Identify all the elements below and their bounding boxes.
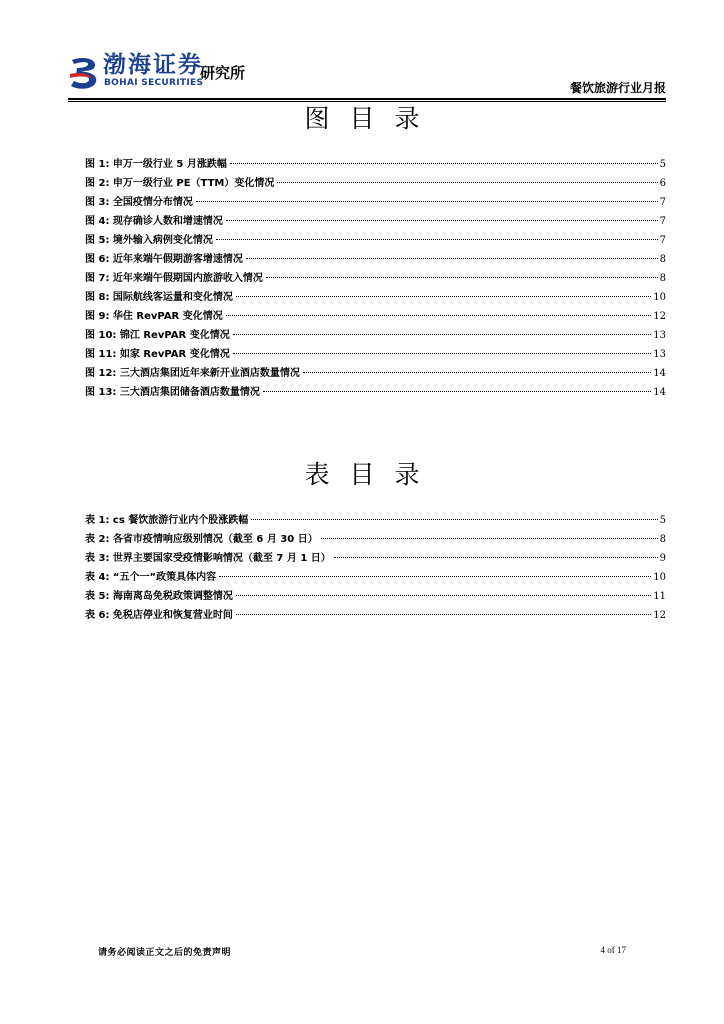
toc-entry-label: 表 4: “五个一”政策具体内容 — [85, 572, 217, 583]
toc-entry-page: 10 — [653, 292, 666, 303]
toc-entry-page: 6 — [659, 178, 666, 189]
logo-chinese-name: 渤海证券 — [103, 51, 203, 78]
toc-entry-page: 9 — [659, 553, 666, 564]
toc-dot-leader — [236, 614, 651, 615]
toc-entry-label: 图 4: 现存确诊人数和增速情况 — [85, 216, 223, 227]
toc-entry-label: 图 10: 锦江 RevPAR 变化情况 — [85, 330, 230, 341]
toc-entry-label: 表 3: 世界主要国家受疫情影响情况（截至 7 月 1 日） — [85, 553, 331, 564]
table-toc-entry[interactable] — [85, 606, 666, 625]
figure-toc-entry[interactable] — [85, 288, 666, 307]
toc-dot-leader — [226, 220, 658, 221]
page-header — [0, 0, 724, 100]
report-title: 餐饮旅游行业月报 — [569, 81, 666, 95]
table-toc-entry[interactable] — [85, 568, 666, 587]
toc-entry-label: 图 5: 境外输入病例变化情况 — [85, 235, 213, 246]
toc-dot-leader — [233, 334, 652, 335]
toc-dot-leader — [219, 576, 651, 577]
toc-entry-page: 8 — [659, 534, 666, 545]
toc-dot-leader — [233, 353, 652, 354]
figure-list — [85, 155, 666, 402]
toc-entry-label: 图 1: 申万一级行业 5 月涨跌幅 — [85, 159, 227, 170]
figure-list-title: 图目录 — [304, 104, 440, 133]
toc-entry-label: 图 6: 近年来端午假期游客增速情况 — [85, 254, 243, 265]
toc-dot-leader — [266, 277, 658, 278]
figure-toc-entry[interactable] — [85, 155, 666, 174]
table-toc-entry[interactable] — [85, 549, 666, 568]
figure-toc-entry[interactable] — [85, 269, 666, 288]
toc-dot-leader — [216, 239, 658, 240]
figure-toc-entry[interactable] — [85, 345, 666, 364]
toc-dot-leader — [303, 372, 651, 373]
toc-dot-leader — [226, 315, 652, 316]
table-list — [85, 511, 666, 625]
toc-entry-label: 图 8: 国际航线客运量和变化情况 — [85, 292, 233, 303]
toc-entry-label: 表 1: cs 餐饮旅游行业内个股涨跌幅 — [85, 515, 249, 526]
toc-entry-label: 图 3: 全国疫情分布情况 — [85, 197, 193, 208]
table-toc-entry[interactable] — [85, 587, 666, 606]
toc-entry-page: 8 — [659, 254, 666, 265]
table-toc-entry[interactable] — [85, 530, 666, 549]
toc-dot-leader — [246, 258, 658, 259]
figure-toc-entry[interactable] — [85, 250, 666, 269]
toc-entry-label: 图 13: 三大酒店集团储备酒店数量情况 — [85, 387, 260, 398]
toc-entry-page: 14 — [653, 368, 666, 379]
toc-entry-label: 图 11: 如家 RevPAR 变化情况 — [85, 349, 230, 360]
toc-dot-leader — [277, 182, 657, 183]
figure-toc-entry[interactable] — [85, 364, 666, 383]
toc-entry-label: 表 5: 海南离岛免税政策调整情况 — [85, 591, 233, 602]
header-divider-thin — [68, 101, 666, 102]
toc-entry-page: 12 — [653, 311, 666, 322]
toc-entry-page: 14 — [653, 387, 666, 398]
disclaimer-note: 请务必阅读正文之后的免责声明 — [98, 948, 232, 958]
toc-entry-page: 13 — [653, 330, 666, 341]
institute-label: 研究所 — [200, 64, 246, 82]
toc-dot-leader — [334, 557, 658, 558]
logo-english-name: BOHAI SECURITIES — [104, 78, 204, 88]
toc-entry-page: 7 — [659, 197, 666, 208]
figure-toc-entry[interactable] — [85, 212, 666, 231]
table-list-title: 表目录 — [304, 460, 440, 489]
toc-dot-leader — [321, 538, 658, 539]
toc-entry-page: 7 — [659, 235, 666, 246]
toc-entry-page: 12 — [653, 610, 666, 621]
toc-entry-label: 表 6: 免税店停业和恢复营业时间 — [85, 610, 233, 621]
page-indicator: 4 of 17 — [600, 945, 626, 955]
toc-dot-leader — [236, 296, 651, 297]
figure-toc-entry[interactable] — [85, 193, 666, 212]
toc-entry-label: 表 2: 各省市疫情响应级别情况（截至 6 月 30 日） — [85, 534, 318, 545]
toc-entry-page: 5 — [659, 515, 666, 526]
toc-entry-page: 5 — [659, 159, 666, 170]
toc-dot-leader — [196, 201, 658, 202]
toc-entry-label: 图 12: 三大酒店集团近年来新开业酒店数量情况 — [85, 368, 300, 379]
figure-toc-entry[interactable] — [85, 174, 666, 193]
figure-toc-entry[interactable] — [85, 326, 666, 345]
toc-entry-label: 图 7: 近年来端午假期国内旅游收入情况 — [85, 273, 263, 284]
toc-entry-page: 7 — [659, 216, 666, 227]
bohai-logo-icon — [68, 56, 100, 90]
toc-dot-leader — [263, 391, 651, 392]
toc-entry-page: 10 — [653, 572, 666, 583]
toc-entry-label: 图 9: 华住 RevPAR 变化情况 — [85, 311, 223, 322]
figure-toc-entry[interactable] — [85, 231, 666, 250]
figure-toc-entry[interactable] — [85, 383, 666, 402]
table-toc-entry[interactable] — [85, 511, 666, 530]
toc-dot-leader — [251, 519, 657, 520]
toc-entry-page: 13 — [653, 349, 666, 360]
toc-dot-leader — [230, 163, 658, 164]
toc-entry-page: 11 — [653, 591, 666, 602]
header-divider — [68, 98, 666, 100]
toc-dot-leader — [236, 595, 651, 596]
figure-toc-entry[interactable] — [85, 307, 666, 326]
toc-entry-label: 图 2: 申万一级行业 PE（TTM）变化情况 — [85, 178, 275, 189]
toc-entry-page: 8 — [659, 273, 666, 284]
